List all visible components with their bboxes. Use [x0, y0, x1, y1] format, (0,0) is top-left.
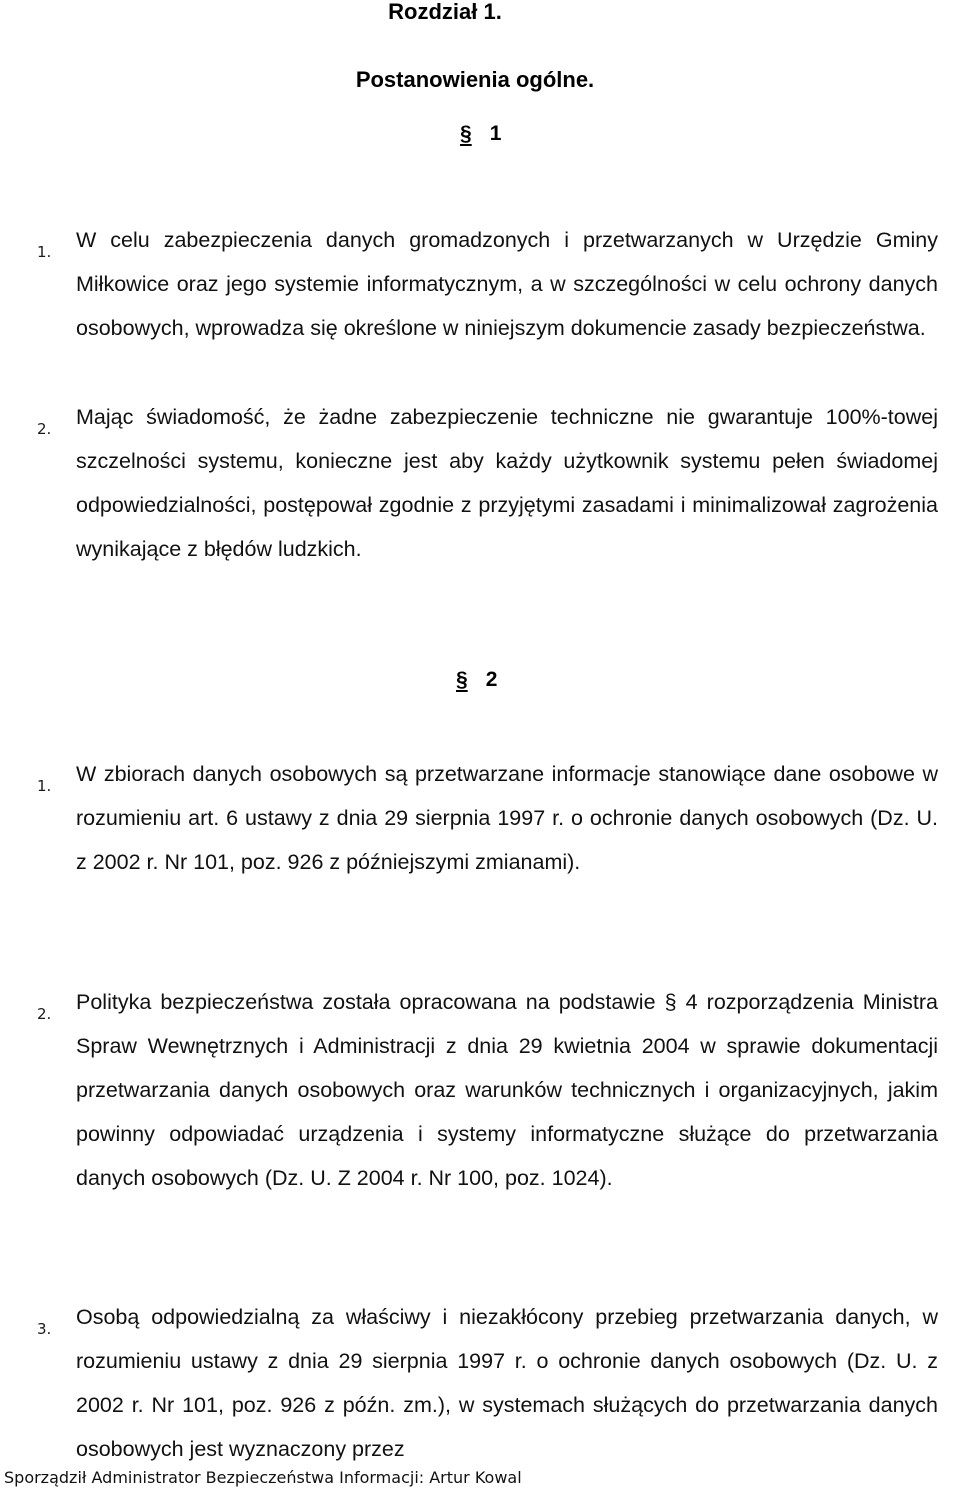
chapter-subtitle-text: Postanowienia ogólne. — [355, 67, 595, 92]
item-text-before: Polityka bezpieczeństwa została opracowana na podstawie — [76, 990, 656, 1014]
section-symbol-icon: § — [456, 668, 468, 691]
chapter-title — [0, 0, 960, 26]
section-2-heading — [456, 666, 497, 694]
section-1-number: 1 — [489, 122, 502, 145]
item-number: 3. — [37, 1320, 52, 1338]
section-symbol-icon: § — [460, 122, 472, 145]
section-2-number: 2 — [485, 668, 498, 691]
item-text: W zbiorach danych osobowych są przetwarzane informacje stanowiące dane osobowe w rozumieniu art. 6 ustawy z dnia 29 sierpnia 1997 r. o ochronie danych osobowych (Dz. U. z 2002 r. Nr 101, poz. 926 z późniejszymi zmianami). — [76, 762, 938, 874]
section-1-heading — [460, 120, 501, 148]
item-number: 2. — [37, 420, 52, 438]
item-text — [76, 980, 938, 1200]
item-text: Mając świadomość, że żadne zabezpieczenie techniczne nie gwarantuje 100%-towej szczelności systemu, konieczne jest aby każdy użytkownik systemu pełen świadomej odpowiedzialności, postępował zgodnie z przyjętymi zasadami i minimalizował zagrożenia wynikające z błędów ludzkich. — [76, 405, 938, 561]
item-number: 2. — [37, 1005, 52, 1023]
item-text: W celu zabezpieczenia danych gromadzonych i przetwarzanych w Urzędzie Gminy Miłkowice oraz jego systemie informatycznym, a w szczególności w celu ochrony danych osobowych, wprowadza się określone w niniejszym dokumencie zasady bezpieczeństwa. — [76, 228, 938, 340]
chapter-subtitle — [0, 66, 960, 94]
inline-section-reference: § 4 — [664, 990, 698, 1014]
item-number: 1. — [37, 243, 52, 261]
item-text: Osobą odpowiedzialną za właściwy i niezakłócony przebieg przetwarzania danych, w rozumieniu ustawy z dnia 29 sierpnia 1997 r. o ochronie danych osobowych (Dz. U. z 2002 r. Nr 101, poz. 926 z późn. zm.), w systemach służących do przetwarzania danych osobowych jest wyznaczony przez — [76, 1305, 938, 1461]
footer-author: Sporządził Administrator Bezpieczeństwa Informacji: Artur Kowal — [4, 1468, 522, 1487]
item-text-after: rozporządzenia Ministra Spraw Wewnętrznych i Administracji z dnia 29 kwietnia 2004 w sprawie dokumentacji przetwarzania danych osobowych oraz warunków technicznych i organizacyjnych, jakim powinny odpowiadać urządzenia i systemy informatyczne służące do przetwarzania danych osobowych (Dz. U. Z 2004 r. Nr 100, poz. 1024). — [76, 990, 938, 1190]
chapter-title-text: Rozdział 1. — [388, 0, 502, 24]
item-number: 1. — [37, 777, 52, 795]
